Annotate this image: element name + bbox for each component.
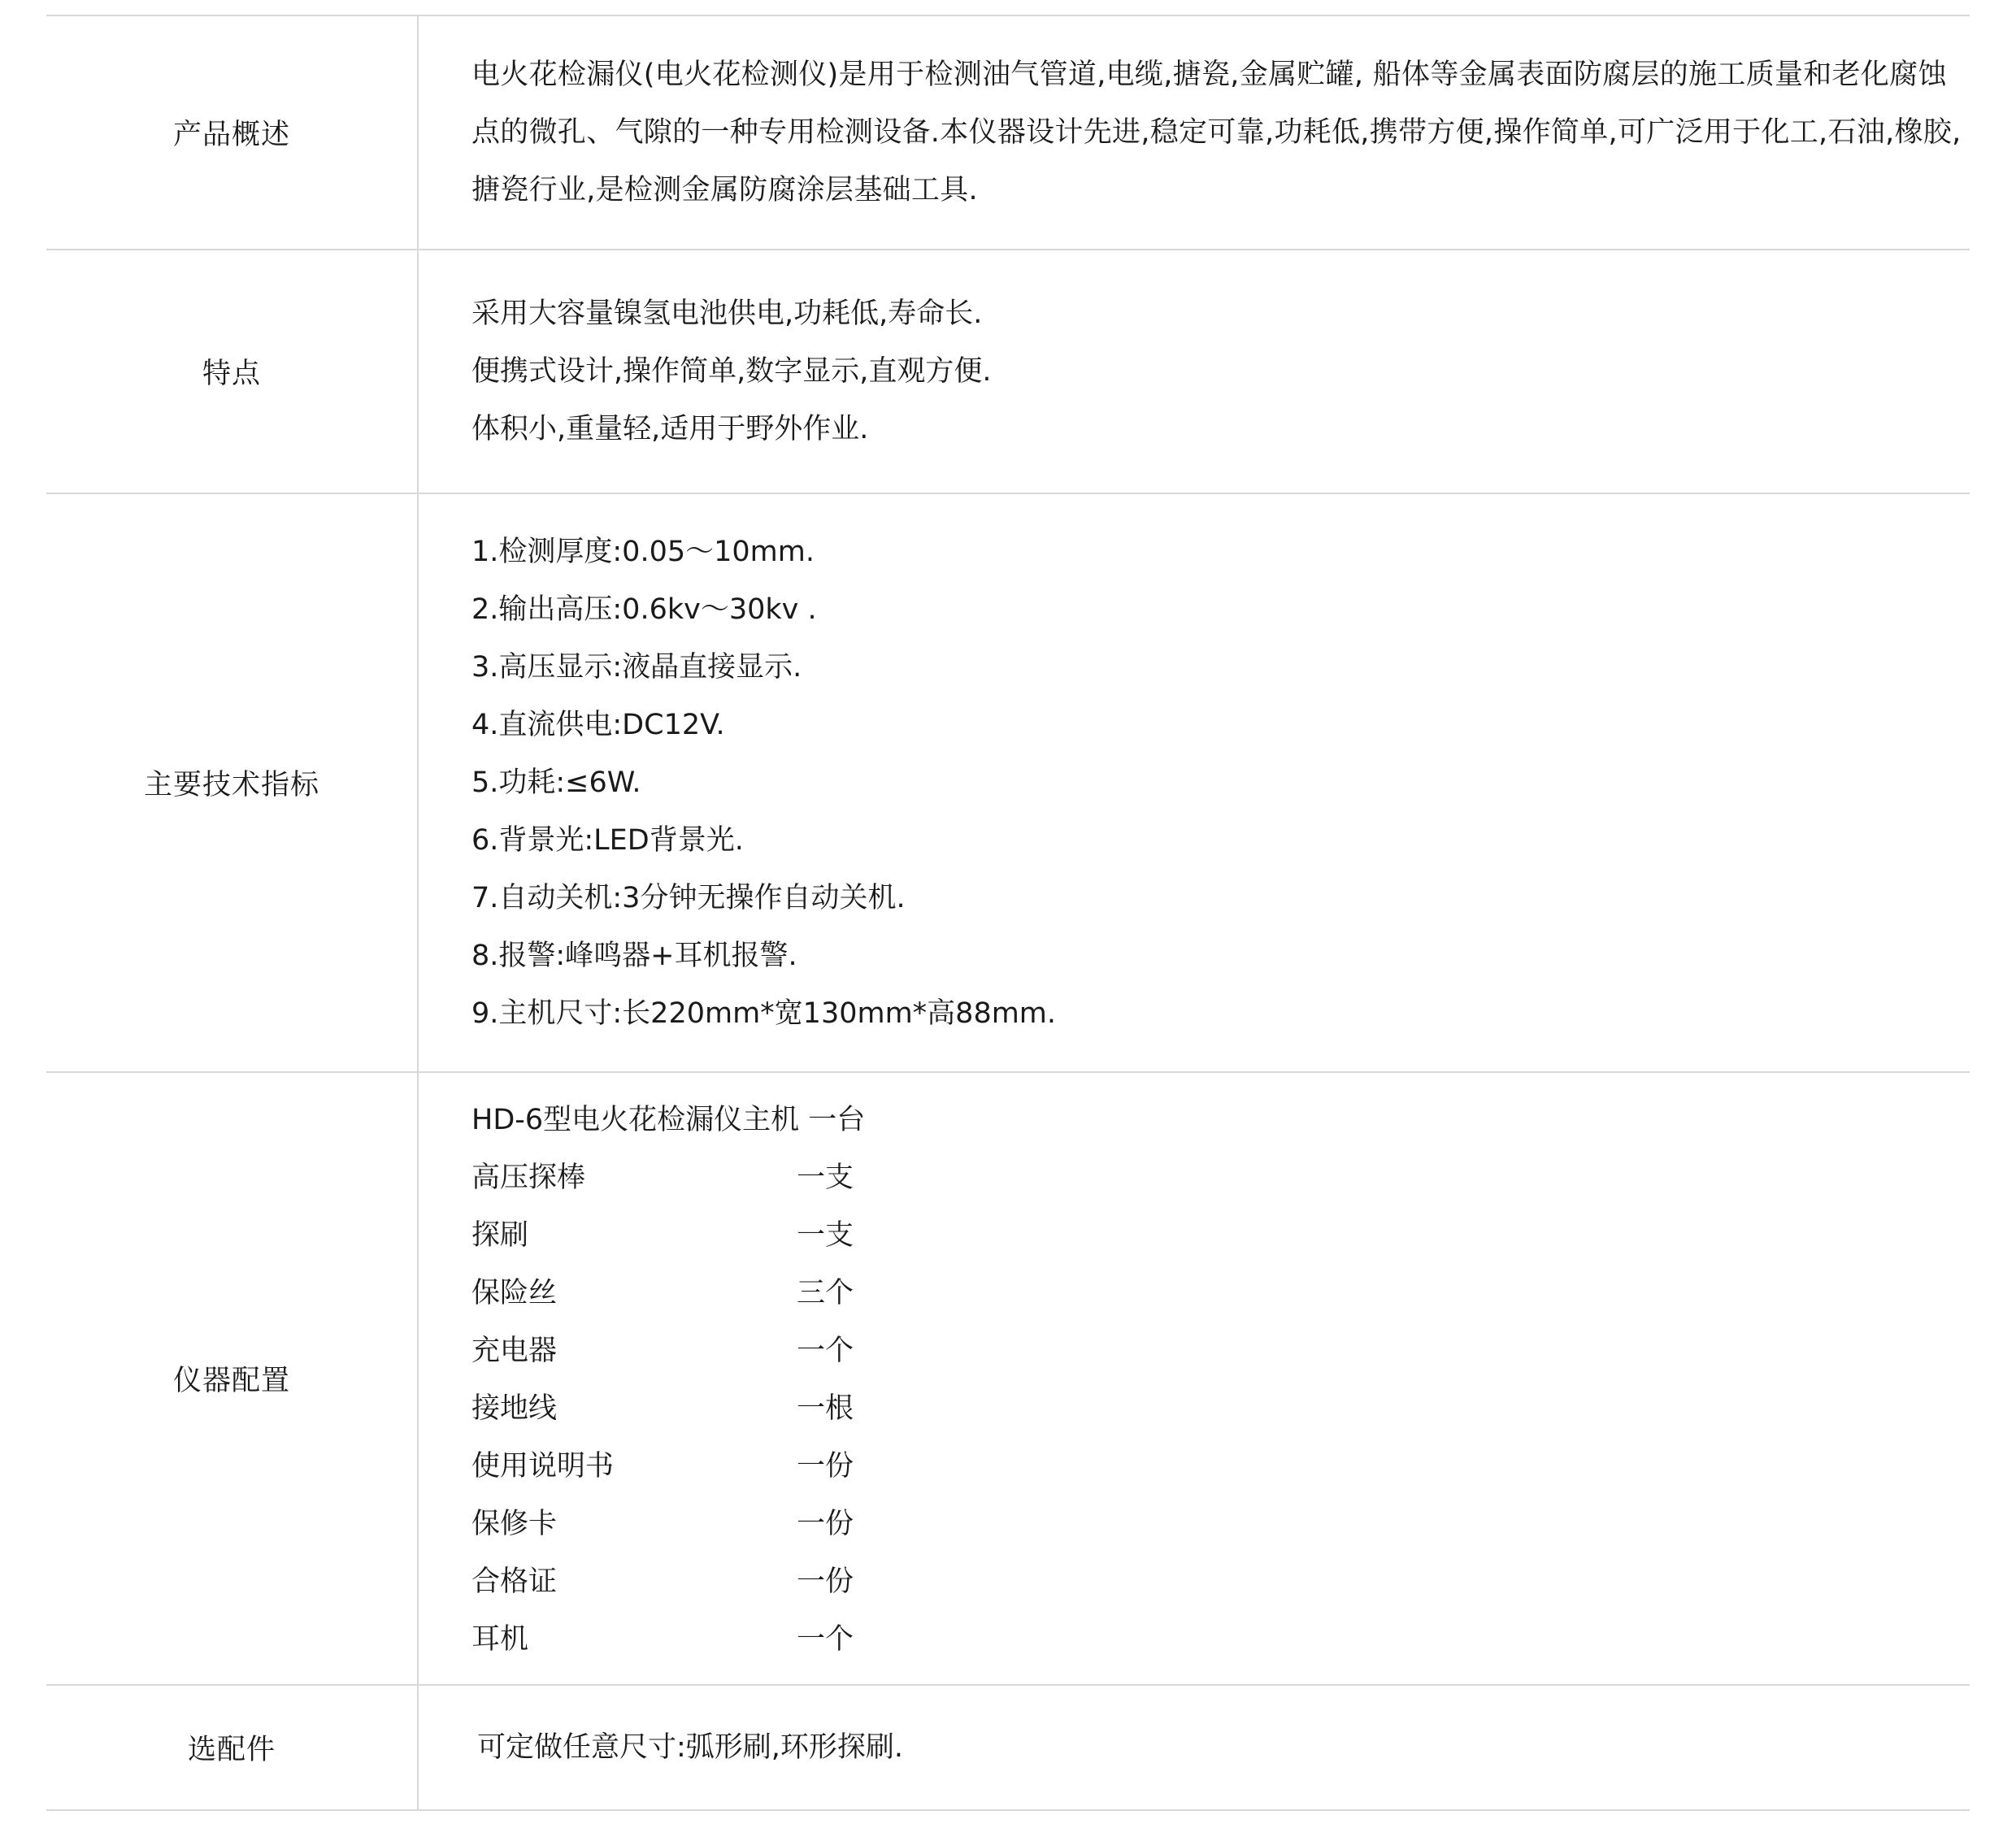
optional-content bbox=[419, 1686, 1970, 1809]
config-item bbox=[471, 1496, 1970, 1553]
config-item bbox=[471, 1438, 1970, 1496]
spec-item: 9.主机尺寸:长220mm*宽130mm*高88mm. bbox=[471, 996, 1057, 1030]
features-row bbox=[46, 250, 1970, 494]
overview-row bbox=[46, 16, 1970, 250]
config-item-qty: 一根 bbox=[797, 1392, 854, 1425]
spec-item: 7.自动关机:3分钟无操作自动关机. bbox=[471, 881, 906, 914]
config-item bbox=[471, 1553, 1970, 1611]
config-item-name: 充电器 bbox=[471, 1335, 558, 1367]
features-content bbox=[419, 250, 1970, 493]
specs-row bbox=[46, 494, 1970, 1073]
feature-item: 采用大容量镍氢电池供电,功耗低,寿命长. bbox=[471, 297, 983, 330]
spec-item: 4.直流供电:DC12V. bbox=[471, 708, 725, 741]
spec-item: 8.报警:峰鸣器+耳机报警. bbox=[471, 939, 797, 972]
spec-table bbox=[46, 15, 1970, 1811]
specs-label: 主要技术指标 bbox=[46, 494, 419, 1071]
config-item-qty: 一支 bbox=[797, 1161, 854, 1194]
optional-text: 可定做任意尺寸:弧形刷,环形探刷. bbox=[477, 1730, 904, 1764]
config-item-name: 合格证 bbox=[471, 1565, 558, 1598]
config-item-qty: 一个 bbox=[797, 1335, 854, 1367]
config-item bbox=[471, 1149, 1970, 1207]
spec-item: 1.检测厚度:0.05～10mm. bbox=[471, 535, 815, 568]
optional-label: 选配件 bbox=[46, 1686, 419, 1809]
overview-content bbox=[419, 16, 1970, 249]
config-item bbox=[471, 1322, 1970, 1380]
config-item-name: 保修卡 bbox=[471, 1508, 558, 1540]
config-item bbox=[471, 1380, 1970, 1438]
spec-item: 3.高压显示:液晶直接显示. bbox=[471, 650, 802, 684]
feature-item: 体积小,重量轻,适用于野外作业. bbox=[471, 412, 869, 445]
config-item bbox=[471, 1611, 1970, 1669]
config-item-qty: 一份 bbox=[797, 1450, 854, 1483]
config-row bbox=[46, 1073, 1970, 1686]
config-item-name: 探刷 bbox=[471, 1219, 529, 1252]
config-item-name: 高压探棒 bbox=[471, 1161, 586, 1194]
spec-item: 6.背景光:LED背景光. bbox=[471, 823, 744, 857]
feature-item: 便携式设计,操作简单,数字显示,直观方便. bbox=[471, 354, 992, 388]
config-item-qty: 三个 bbox=[797, 1277, 854, 1309]
config-item-name: 使用说明书 bbox=[471, 1450, 615, 1483]
config-item-name: 耳机 bbox=[471, 1623, 529, 1656]
config-content bbox=[419, 1073, 1970, 1684]
config-label: 仪器配置 bbox=[46, 1073, 419, 1684]
optional-row bbox=[46, 1686, 1970, 1811]
config-item-name: 保险丝 bbox=[471, 1277, 558, 1309]
config-item-qty: 一支 bbox=[797, 1219, 854, 1252]
config-item bbox=[471, 1207, 1970, 1265]
spec-item: 5.功耗:≤6W. bbox=[471, 766, 641, 799]
overview-label: 产品概述 bbox=[46, 16, 419, 249]
specs-content bbox=[419, 494, 1970, 1071]
config-item-qty: 一个 bbox=[797, 1623, 854, 1656]
config-item bbox=[471, 1265, 1970, 1322]
config-main-unit: HD-6型电火花检漏仪主机 一台 bbox=[471, 1104, 866, 1136]
features-label: 特点 bbox=[46, 250, 419, 493]
spec-item: 2.输出高压:0.6kv～30kv . bbox=[471, 593, 817, 626]
config-item-qty: 一份 bbox=[797, 1565, 854, 1598]
overview-text: 电火花检漏仪(电火花检测仪)是用于检测油气管道,电缆,搪瓷,金属贮罐, 船体等金属表面防腐层的施工质量和老化腐蚀点的微孔、气隙的一种专用检测设备.本仪器设计先进,稳定可靠,功耗低,携带方便,操作简单,可广泛用于化工,石油,橡胶,搪瓷行业,是检测金属防腐涂层基础工具. bbox=[471, 58, 1962, 206]
config-item-qty: 一份 bbox=[797, 1508, 854, 1540]
config-item-name: 接地线 bbox=[471, 1392, 558, 1425]
